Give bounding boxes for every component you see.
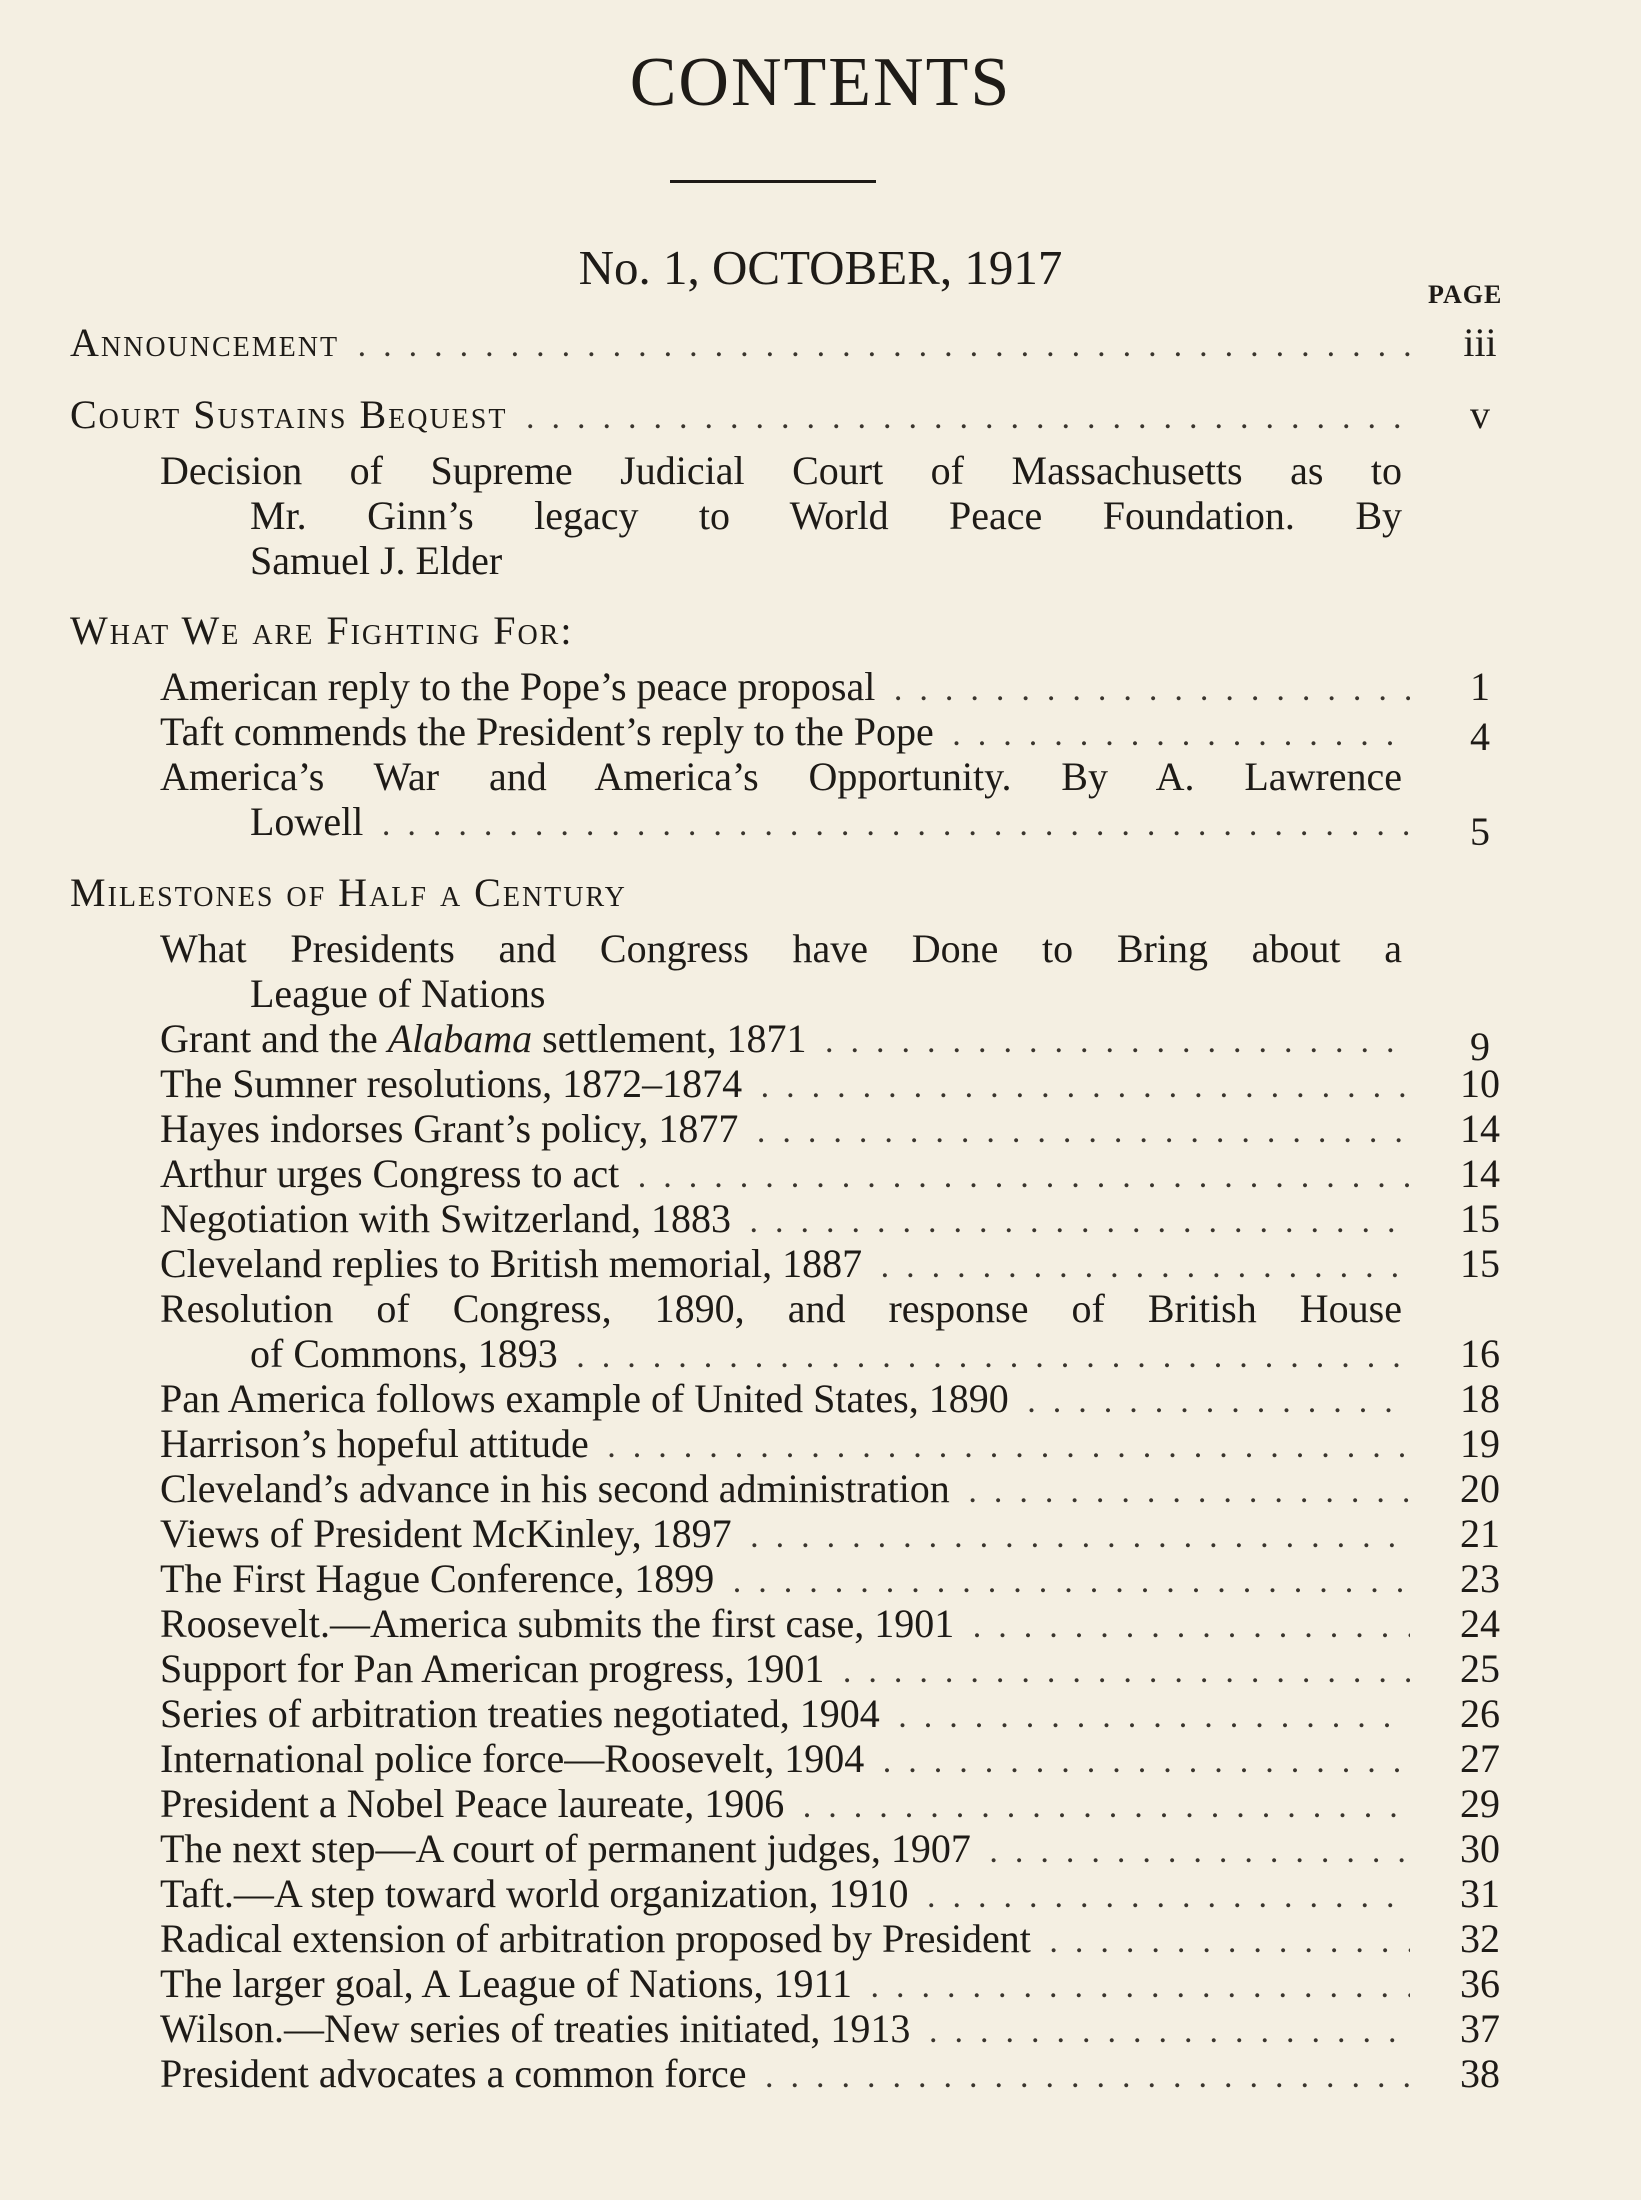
dot-leader — [363, 802, 1410, 848]
intro-line — [160, 926, 1402, 972]
page-number: 29 — [1460, 1781, 1500, 1826]
page-number: 15 — [1460, 1241, 1500, 1286]
toc-entry[interactable] — [250, 799, 1410, 845]
page-number: 5 — [1470, 809, 1490, 854]
entry-title: President advocates a common force — [160, 2051, 747, 2096]
entry-title: Arthur urges Congress to act — [160, 1151, 620, 1196]
dot-leader — [852, 1964, 1410, 2010]
entry-title-part: settlement, 1871 — [532, 1016, 807, 1061]
entry-title: Series of arbitration treaties negotiated, 1904 — [160, 1691, 880, 1736]
dot-leader — [589, 1424, 1410, 1470]
toc-entry[interactable] — [160, 1061, 1410, 1107]
page-number: 24 — [1460, 1601, 1500, 1646]
entry-title: The Sumner resolutions, 1872–1874 — [160, 1061, 743, 1106]
page-number: 9 — [1470, 1024, 1490, 1069]
entry-title: Taft commends the President’s reply to the Pope — [160, 709, 934, 754]
dot-leader — [339, 323, 1410, 369]
page-number: 16 — [1460, 1331, 1500, 1376]
dot-leader — [1009, 1379, 1410, 1425]
dot-leader — [742, 1064, 1410, 1110]
dot-leader — [807, 1019, 1410, 1065]
entry-title: Pan America follows example of United States, 1890 — [160, 1376, 1009, 1421]
dot-leader — [954, 1604, 1410, 1650]
toc-entry[interactable] — [160, 1736, 1410, 1782]
toc-entry[interactable] — [160, 1016, 1410, 1062]
toc-entry-announcement[interactable] — [70, 320, 1410, 366]
toc-entry[interactable] — [250, 1331, 1410, 1377]
intro-text: What Presidents and Congress have Done to Bring about a — [160, 926, 1402, 971]
entry-title: The First Hague Conference, 1899 — [160, 1556, 715, 1601]
entry-title: Cleveland’s advance in his second administration — [160, 1466, 950, 1511]
dot-leader — [784, 1784, 1410, 1830]
toc-entry-court-sustains-bequest[interactable] — [70, 392, 1410, 438]
toc-entry-line[interactable] — [160, 1286, 1402, 1332]
dot-leader — [731, 1199, 1410, 1245]
entry-title: Support for Pan American progress, 1901 — [160, 1646, 825, 1691]
dot-leader — [738, 1109, 1410, 1155]
dot-leader — [909, 1874, 1410, 1920]
page-number: 20 — [1460, 1466, 1500, 1511]
toc-entry-line[interactable] — [160, 754, 1402, 800]
page-number: 38 — [1460, 2051, 1500, 2096]
toc-entry[interactable] — [160, 1556, 1410, 1602]
intro-line — [250, 971, 1410, 1017]
entry-title: American reply to the Pope’s peace proposal — [160, 664, 876, 709]
page-number: v — [1470, 392, 1490, 437]
dot-leader — [971, 1829, 1410, 1875]
dot-leader — [746, 2054, 1410, 2100]
entry-title: Harrison’s hopeful attitude — [160, 1421, 589, 1466]
page-title: CONTENTS — [629, 44, 1012, 121]
page-number: 30 — [1460, 1826, 1500, 1871]
page-number: 15 — [1460, 1196, 1500, 1241]
page-number: iii — [1463, 320, 1497, 365]
page-number: 19 — [1460, 1421, 1500, 1466]
entry-title: Roosevelt.—America submits the first case, 1901 — [160, 1601, 955, 1646]
entry-title: Lowell — [250, 799, 364, 844]
page-number: 31 — [1460, 1871, 1500, 1916]
toc-entry[interactable] — [160, 664, 1410, 710]
dot-leader — [558, 1334, 1410, 1380]
toc-entry[interactable] — [160, 1601, 1410, 1647]
dot-leader — [619, 1154, 1410, 1200]
section-title: Announcement — [70, 320, 340, 365]
dot-leader — [862, 1244, 1410, 1290]
section-title: Milestones of Half a Century — [70, 870, 627, 915]
entry-title: of Commons, 1893 — [250, 1331, 558, 1376]
toc-entry[interactable] — [160, 1196, 1410, 1242]
toc-entry[interactable] — [160, 1241, 1410, 1287]
dot-leader — [875, 667, 1410, 713]
page-column-label: PAGE — [1428, 280, 1503, 309]
section-title: Court Sustains Bequest — [70, 392, 508, 437]
toc-entry[interactable] — [160, 1781, 1410, 1827]
page-number: 18 — [1460, 1376, 1500, 1421]
entry-title: Hayes indorses Grant’s policy, 1877 — [160, 1106, 739, 1151]
page-number: 23 — [1460, 1556, 1500, 1601]
entry-title: America’s War and America’s Opportunity. By A. Lawrence — [160, 754, 1402, 799]
page-number: 25 — [1460, 1646, 1500, 1691]
description-line: Samuel J. Elder — [250, 538, 503, 583]
entry-title: Taft.—A step toward world organization, 1910 — [160, 1871, 909, 1916]
toc-entry[interactable] — [160, 709, 1410, 755]
dot-leader — [910, 2009, 1410, 2055]
entry-title: The next step—A court of permanent judges, 1907 — [160, 1826, 971, 1871]
entry-title: Resolution of Congress, 1890, and response of British House — [160, 1286, 1402, 1331]
toc-entry[interactable] — [160, 1151, 1410, 1197]
page-number: 32 — [1460, 1916, 1500, 1961]
section-title: What We are Fighting For: — [70, 608, 574, 653]
entry-title: The larger goal, A League of Nations, 1911 — [160, 1961, 853, 2006]
toc-entry[interactable] — [160, 1826, 1410, 1872]
dot-leader — [732, 1514, 1410, 1560]
description-line: Mr. Ginn’s legacy to World Peace Foundation. By — [250, 493, 1402, 538]
dot-leader — [950, 1469, 1410, 1515]
toc-entry[interactable] — [160, 1511, 1410, 1557]
entry-title — [160, 1016, 807, 1062]
title-rule — [670, 180, 876, 183]
toc-entry[interactable] — [160, 1421, 1410, 1467]
entry-title: International police force—Roosevelt, 1904 — [160, 1736, 865, 1781]
toc-entry[interactable] — [160, 1871, 1410, 1917]
page-number: 14 — [1460, 1151, 1500, 1196]
section-heading-milestones[interactable] — [70, 870, 1410, 916]
entry-title-part: Grant and the — [160, 1016, 388, 1061]
page-number: 27 — [1460, 1736, 1500, 1781]
page-number: 21 — [1460, 1511, 1500, 1556]
page-number: 37 — [1460, 2006, 1500, 2051]
entry-title: Cleveland replies to British memorial, 1887 — [160, 1241, 863, 1286]
entry-title: Views of President McKinley, 1897 — [160, 1511, 732, 1556]
intro-text: League of Nations — [250, 971, 546, 1016]
dot-leader — [880, 1694, 1410, 1740]
toc-entry[interactable] — [160, 1691, 1410, 1737]
dot-leader — [934, 712, 1410, 758]
dot-leader — [507, 395, 1410, 441]
entry-title: President a Nobel Peace laureate, 1906 — [160, 1781, 785, 1826]
toc-entry[interactable] — [160, 2051, 1410, 2097]
toc-entry[interactable] — [160, 1961, 1410, 2007]
page-number: 1 — [1470, 664, 1490, 709]
toc-entry[interactable] — [160, 1106, 1410, 1152]
dot-leader — [864, 1739, 1410, 1785]
section-heading-fighting[interactable] — [70, 608, 1410, 654]
page-number: 36 — [1460, 1961, 1500, 2006]
toc-entry[interactable] — [160, 1466, 1410, 1512]
toc-entry[interactable] — [160, 1376, 1410, 1422]
toc-entry[interactable] — [160, 1916, 1410, 1962]
dot-leader — [1031, 1919, 1410, 1965]
dot-leader — [824, 1649, 1410, 1695]
dot-leader — [714, 1559, 1410, 1605]
issue-heading: No. 1, OCTOBER, 1917 — [578, 240, 1063, 295]
page-number: 14 — [1460, 1106, 1500, 1151]
page-number: 10 — [1460, 1061, 1500, 1106]
entry-title: Radical extension of arbitration proposed by President — [160, 1916, 1031, 1961]
page-number: 26 — [1460, 1691, 1500, 1736]
entry-title-italic: Alabama — [387, 1016, 533, 1061]
page-number: 4 — [1470, 714, 1490, 759]
toc-entry[interactable] — [160, 2006, 1410, 2052]
description-line: Decision of Supreme Judicial Court of Massachusetts as to — [160, 448, 1402, 493]
court-description — [160, 448, 1402, 583]
entry-title: Negotiation with Switzerland, 1883 — [160, 1196, 732, 1241]
entry-title: Wilson.—New series of treaties initiated, 1913 — [160, 2006, 911, 2051]
toc-entry[interactable] — [160, 1646, 1410, 1692]
